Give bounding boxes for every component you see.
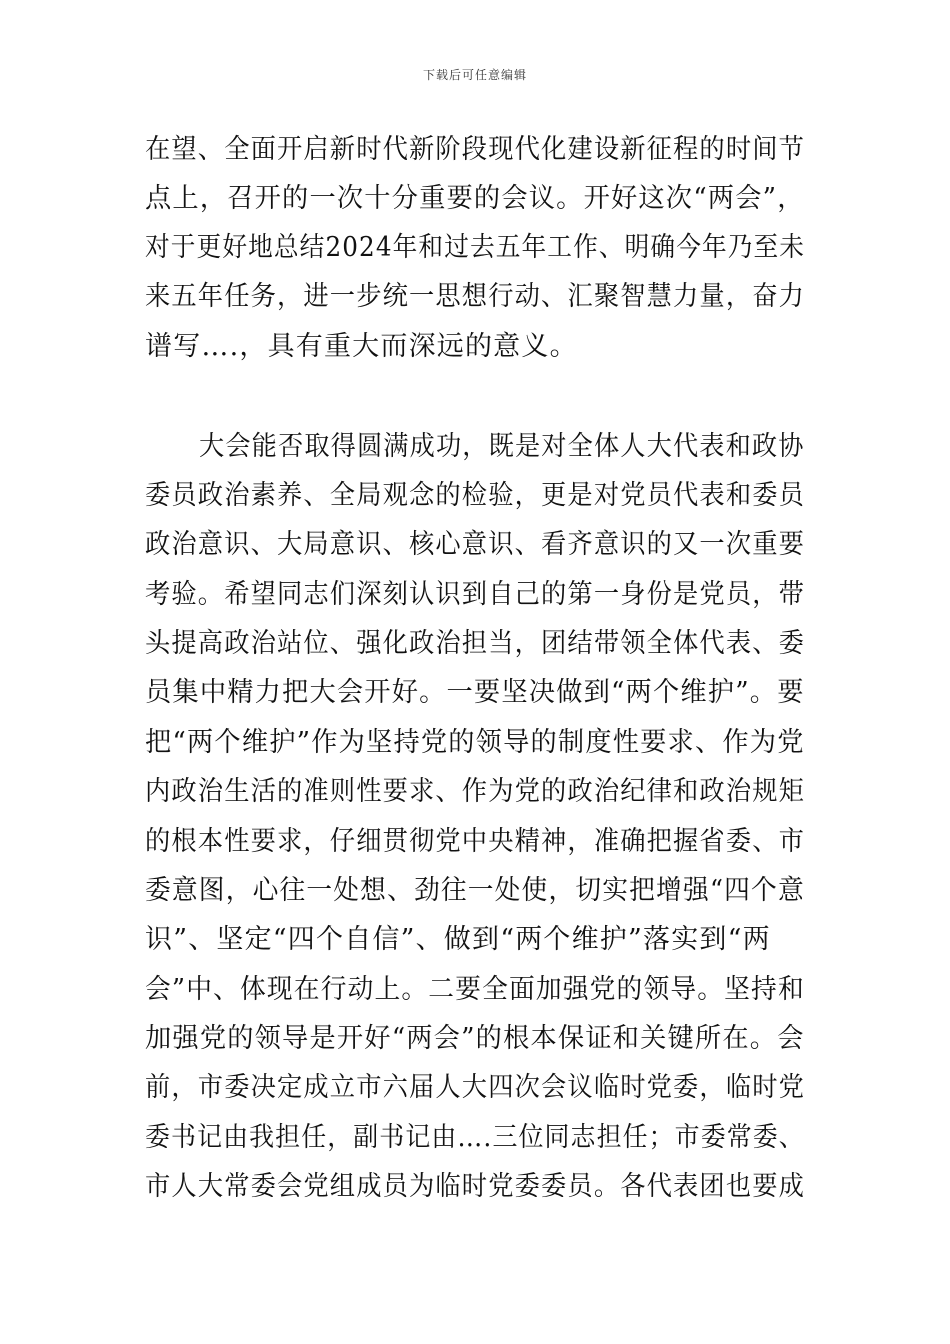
- text-line: 考验。希望同志们深刻认识到自己的第一身份是党员，带: [145, 579, 806, 610]
- text-line: 委员政治素养、全局观念的检验，更是对党员代表和委员: [145, 480, 806, 511]
- text-line: 加强党的领导是开好“两会”的根本保证和关键所在。会: [145, 1023, 805, 1054]
- text-line: 委意图，心往一处想、劲往一处使，切实把增强“四个意: [145, 875, 805, 906]
- text-line: 识”、坚定“四个自信”、做到“两个维护”落实到“两: [145, 924, 771, 955]
- text-line: 会”中、体现在行动上。二要全面加强党的领导。坚持和: [145, 974, 805, 1005]
- text-line: 谱写….，具有重大而深远的意义。: [145, 331, 578, 362]
- text-line: 市人大常委会党组成员为临时党委委员。各代表团也要成: [145, 1171, 806, 1202]
- page-header: 下载后可任意编辑: [422, 68, 527, 82]
- text-line: 头提高政治站位、强化政治担当，团结带领全体代表、委: [145, 628, 806, 659]
- text-line: 来五年任务，进一步统一思想行动、汇聚智慧力量，奋力: [145, 281, 806, 312]
- text-line: 大会能否取得圆满成功，既是对全体人大代表和政协: [199, 431, 805, 462]
- text-line: 的根本性要求，仔细贯彻党中央精神，准确把握省委、市: [145, 826, 806, 857]
- text-line: 在望、全面开启新时代新阶段现代化建设新征程的时间节: [145, 134, 806, 165]
- text-line: 点上，召开的一次十分重要的会议。开好这次“两会”，: [145, 183, 805, 214]
- text-line: 对于更好地总结2024年和过去五年工作、明确今年乃至未: [145, 232, 806, 263]
- text-line: 员集中精力把大会开好。一要坚决做到“两个维护”。要: [145, 677, 805, 708]
- text-line: 政治意识、大局意识、核心意识、看齐意识的又一次重要: [145, 529, 806, 560]
- text-line: 前，市委决定成立市六届人大四次会议临时党委，临时党: [145, 1072, 806, 1103]
- text-line: 内政治生活的准则性要求、作为党的政治纪律和政治规矩: [145, 776, 806, 807]
- text-line: 把“两个维护”作为坚持党的领导的制度性要求、作为党: [145, 727, 805, 758]
- text-line: 委书记由我担任，副书记由….三位同志担任；市委常委、: [145, 1122, 805, 1153]
